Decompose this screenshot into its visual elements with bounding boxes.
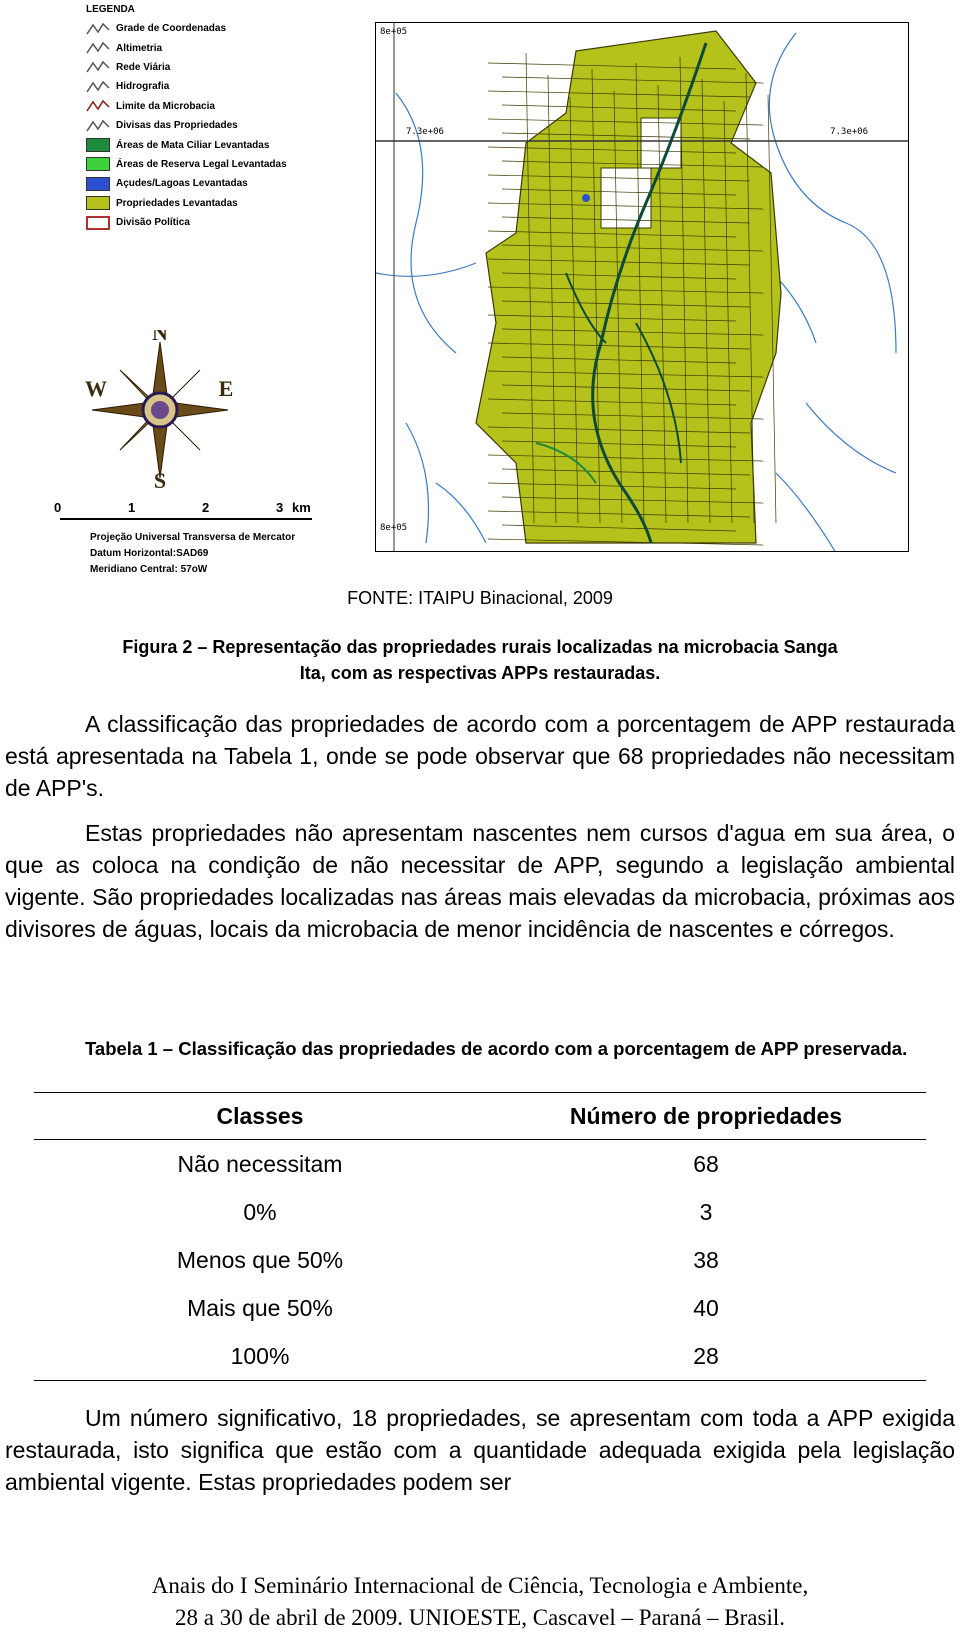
legend-item: [86, 38, 346, 57]
legend-label: Limite da Microbacia: [116, 100, 215, 112]
figure-source: FONTE: ITAIPU Binacional, 2009: [347, 588, 613, 608]
compass-n: N: [152, 330, 168, 345]
cell-class: Menos que 50%: [176, 1246, 344, 1273]
cell-class: Não necessitam: [177, 1150, 343, 1177]
map-label-bottom-left: 8e+05: [380, 523, 408, 533]
paragraph-2: [5, 817, 955, 945]
scale-bar: [50, 500, 330, 575]
legend-label: Rede Viária: [116, 61, 171, 73]
legend-label: Áreas de Reserva Legal Levantadas: [116, 158, 287, 170]
legend-item: [86, 194, 346, 213]
table-row: [34, 1236, 926, 1284]
table-row: [34, 1188, 926, 1236]
compass-rose-icon: [80, 330, 240, 490]
scale-tick-3: 3: [276, 500, 284, 515]
legend-line-icon: [86, 99, 110, 113]
caption-line-2: Ita, com as respectivas APPs restauradas.: [299, 663, 661, 683]
legend-item: [86, 174, 346, 193]
table-row: [34, 1284, 926, 1332]
legend-swatch-icon: [86, 196, 110, 210]
paragraph-1: [5, 708, 955, 804]
map-label-grid-right: 7.3e+06: [830, 127, 868, 137]
figure-2-map: [0, 0, 960, 590]
cell-number: 28: [486, 1332, 926, 1381]
datum-line: Datum Horizontal:SAD69: [90, 548, 209, 559]
legend-label: Propriedades Levantadas: [116, 197, 238, 209]
legend-swatch-icon: [86, 138, 110, 152]
cell-number: 3: [699, 1198, 713, 1225]
map-legend: [86, 4, 346, 232]
page-footer: [0, 1570, 960, 1634]
legend-swatch-icon: [86, 177, 110, 191]
projection-line: Projeção Universal Transversa de Mercator: [90, 532, 296, 543]
cell-class: Mais que 50%: [187, 1294, 333, 1321]
classification-table: [34, 1092, 926, 1381]
legend-item: [86, 58, 346, 77]
legend-line-icon: [86, 80, 110, 94]
legend-title: LEGENDA: [86, 4, 135, 15]
paragraph-2-text: Estas propriedades não apresentam nascentes nem cursos d'agua em sua área, o que as coloca na condição de não necessitar de APP, segundo a legislação ambiental vigente. São propriedades localizadas nas áreas mais elevadas da microbacia, próximas aos divisores de águas, locais da microbacia de menor incidência de nascentes e córregos.: [5, 820, 955, 942]
paragraph-3-text: Um número significativo, 18 propriedades, se apresentam com toda a APP exigida restaurada, isto significa que estão com a quantidade adequada exigida pela legislação ambiental vigente. Estas propriedades podem ser: [5, 1405, 955, 1495]
table-row: [34, 1332, 926, 1381]
table-header-row: [34, 1093, 926, 1140]
legend-label: Divisão Política: [116, 217, 190, 229]
legend-label: Grade de Coordenadas: [116, 23, 227, 35]
legend-label: Áreas de Mata Ciliar Levantadas: [116, 139, 270, 151]
paragraph-3: [5, 1402, 955, 1498]
legend-line-icon: [86, 22, 110, 36]
legend-label: Açudes/Lagoas Levantadas: [116, 178, 248, 190]
figure-caption: [8, 634, 952, 686]
legend-item: [86, 19, 346, 38]
map-frame: [375, 22, 909, 552]
legend-swatch-icon: [86, 216, 110, 230]
legend-line-icon: [86, 41, 110, 55]
legend-item: [86, 97, 346, 116]
legend-items: [86, 19, 346, 232]
legend-swatch-icon: [86, 157, 110, 171]
compass-s: S: [153, 468, 167, 490]
map-label-grid-left: 7.3e+06: [406, 127, 444, 137]
compass-rose: [80, 330, 240, 490]
legend-item: [86, 155, 346, 174]
scale-tick-2: 2: [202, 500, 210, 515]
compass-e: E: [218, 376, 234, 401]
scale-ticks: [50, 500, 330, 514]
legend-item: [86, 116, 346, 135]
legend-item: [86, 135, 346, 154]
map-label-top-left: 8e+05: [380, 27, 408, 37]
cell-number: 40: [693, 1294, 719, 1321]
table-row: [34, 1140, 926, 1189]
legend-item: [86, 213, 346, 232]
meridian-line: Meridiano Central: 57oW: [90, 564, 208, 575]
scale-tick-1: 1: [128, 500, 136, 515]
legend-item: [86, 77, 346, 96]
paragraph-1-text: A classificação das propriedades de acordo com a porcentagem de APP restaurada está apresentada na Tabela 1, onde se pode observar que 68 propriedades não necessitam de APP's.: [5, 711, 955, 801]
scale-tick-0: 0: [54, 500, 62, 515]
compass-w: W: [85, 376, 107, 401]
footer-line-1: Anais do I Seminário Internacional de Ciência, Tecnologia e Ambiente,: [151, 1573, 809, 1598]
header-classes: Classes: [34, 1093, 486, 1140]
header-number: Número de propriedades: [486, 1093, 926, 1140]
cell-class: 100%: [34, 1332, 486, 1381]
legend-label: Hidrografia: [116, 81, 170, 93]
table-caption-text: Tabela 1 – Classificação das propriedades de acordo com a porcentagem de APP preservada.: [85, 1038, 908, 1059]
cell-class: 0%: [243, 1198, 277, 1225]
scale-unit: km: [292, 500, 311, 515]
table-caption: [5, 1036, 955, 1061]
legend-label: Altimetria: [116, 42, 163, 54]
cell-number: 68: [693, 1150, 719, 1177]
legend-label: Divisas das Propriedades: [116, 120, 238, 132]
legend-line-icon: [86, 60, 110, 74]
cell-number: 38: [693, 1246, 719, 1273]
properties-area: [476, 31, 781, 543]
legend-line-icon: [86, 119, 110, 133]
map-graphic: [376, 23, 909, 552]
footer-line-2: 28 a 30 de abril de 2009. UNIOESTE, Cascavel – Paraná – Brasil.: [175, 1605, 785, 1630]
caption-line-1: Figura 2 – Representação das propriedades rurais localizadas na microbacia Sanga: [122, 637, 838, 657]
projection-info: [90, 530, 295, 578]
scale-line: [60, 518, 312, 526]
